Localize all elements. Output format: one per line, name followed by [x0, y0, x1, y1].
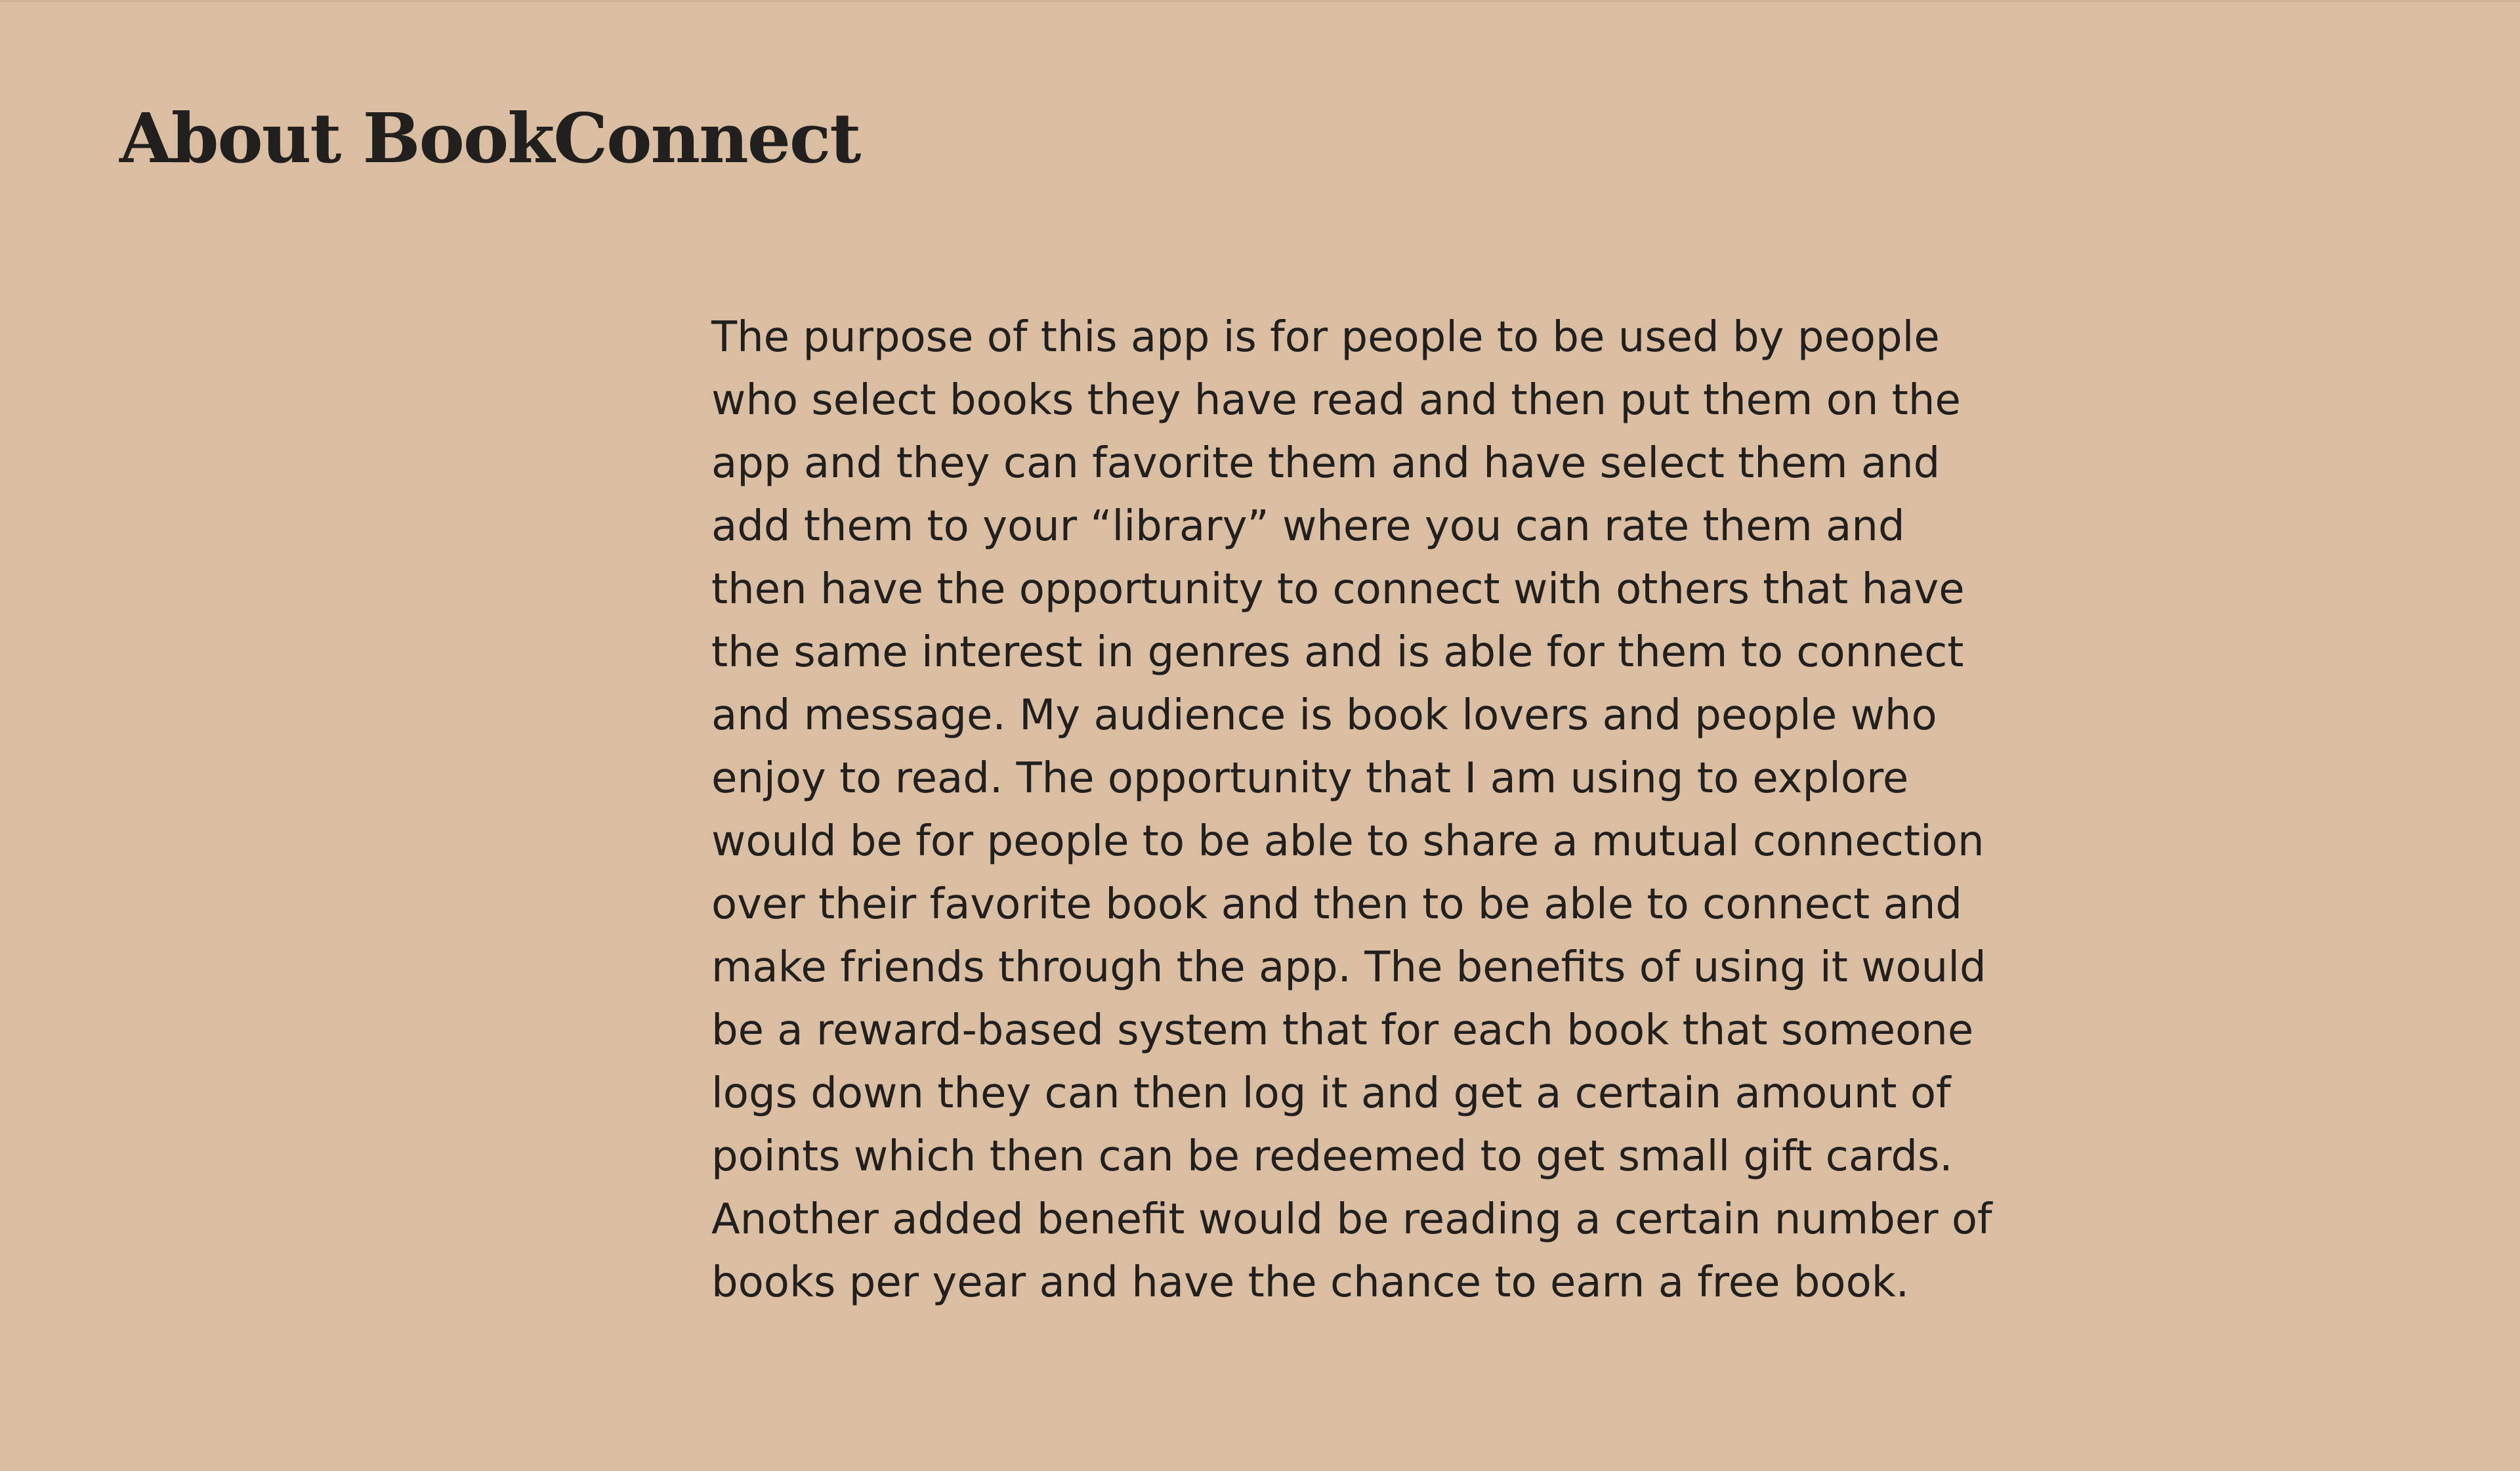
paragraph-line: app and they can favorite them and have select them and	[711, 439, 1941, 488]
paragraph-line: be a reward-based system that for each book that someone	[711, 1006, 1974, 1055]
paragraph-line: Another added benefit would be reading a certain number of	[711, 1195, 1992, 1244]
paragraph-line: enjoy to read. The opportunity that I am using to explore	[711, 754, 1909, 803]
paragraph-line: add them to your “library” where you can rate them and	[711, 502, 1905, 551]
paragraph-line: the same interest in genres and is able for them to connect	[711, 628, 1964, 677]
paragraph-line: over their favorite book and then to be able to connect and	[711, 880, 1962, 929]
paragraph-line: who select books they have read and then put them on the	[711, 376, 1961, 425]
paragraph-line: would be for people to be able to share a mutual connection	[711, 817, 1984, 866]
body-paragraph	[711, 306, 1998, 1314]
paragraph-line: make friends through the app. The benefits of using it would	[711, 943, 1986, 992]
paragraph-line: points which then can be redeemed to get small gift cards.	[711, 1132, 1953, 1181]
paragraph-line: The purpose of this app is for people to be used by people	[711, 313, 1940, 362]
paragraph-line: and message. My audience is book lovers and people who	[711, 691, 1937, 740]
page-title: About BookConnect	[119, 98, 860, 179]
paragraph-line: logs down they can then log it and get a certain amount of	[711, 1069, 1951, 1118]
paragraph-line: books per year and have the chance to earn a free book.	[711, 1258, 1910, 1307]
top-divider	[0, 0, 2520, 2]
paragraph-line: then have the opportunity to connect with others that have	[711, 565, 1965, 614]
